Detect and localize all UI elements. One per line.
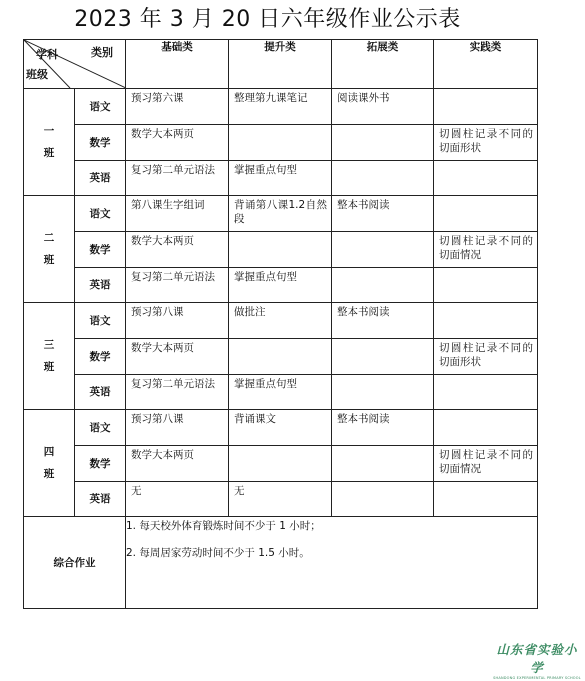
subject-cell: 数学 [75, 125, 126, 161]
table-row [24, 410, 538, 446]
page-title: 2023 年 3 月 20 日六年级作业公示表 [74, 7, 461, 32]
improve-cell [229, 339, 332, 375]
class-name-cell [24, 196, 75, 303]
basic-cell-text: 数学大本两页 [131, 342, 194, 354]
practice-cell [434, 89, 538, 125]
class-corner-label: 班级 [26, 68, 48, 81]
improve-cell [229, 89, 332, 125]
improve-cell [229, 125, 332, 161]
improve-cell-text: 背诵课文 [234, 413, 276, 425]
practice-cell-text [434, 375, 537, 377]
comprehensive-row [24, 517, 538, 609]
practice-cell-text: 切圆柱记录不同的切面形状 [439, 128, 533, 154]
practice-cell [434, 303, 538, 339]
extend-cell-text [332, 161, 433, 163]
subject-cell: 英语 [75, 482, 126, 517]
table-row [24, 375, 538, 410]
extend-cell [332, 196, 434, 232]
extend-cell [332, 375, 434, 410]
basic-cell-text: 复习第二单元语法 [131, 271, 215, 283]
basic-cell [126, 89, 229, 125]
extend-cell-text [332, 268, 433, 270]
improve-cell-text [229, 232, 331, 234]
practice-cell [434, 161, 538, 196]
extend-cell [332, 410, 434, 446]
class-name: 三班 [43, 339, 55, 373]
basic-cell-text: 复习第二单元语法 [131, 378, 215, 390]
practice-cell-text [434, 89, 537, 91]
extend-cell [332, 339, 434, 375]
extend-cell-text: 阅读课外书 [337, 92, 390, 104]
practice-cell [434, 482, 538, 517]
improve-cell-text: 整理第九课笔记 [234, 92, 308, 104]
comprehensive-item: 2. 每周居家劳动时间不少于 1.5 小时。 [126, 547, 310, 559]
improve-cell [229, 161, 332, 196]
practice-cell-text: 切圆柱记录不同的切面情况 [439, 235, 533, 261]
subject-cell: 语文 [75, 196, 126, 232]
extend-cell [332, 232, 434, 268]
basic-cell-text: 预习第六课 [131, 92, 184, 104]
basic-cell [126, 482, 229, 517]
basic-cell [126, 232, 229, 268]
header-row [24, 40, 538, 89]
extend-cell-text [332, 482, 433, 484]
table-row [24, 339, 538, 375]
improve-cell-text [229, 125, 331, 127]
practice-cell [434, 125, 538, 161]
improve-cell [229, 268, 332, 303]
practice-cell [434, 375, 538, 410]
subject-cell: 语文 [75, 410, 126, 446]
comprehensive-item: 1. 每天校外体育锻炼时间不少于 1 小时； [126, 520, 321, 532]
column-header-basic: 基础类 [126, 40, 229, 89]
table-row [24, 89, 538, 125]
extend-cell-text [332, 339, 433, 341]
table-body [24, 89, 538, 609]
basic-cell-text: 数学大本两页 [131, 235, 194, 247]
table-row [24, 446, 538, 482]
basic-cell-text: 无 [131, 485, 142, 497]
practice-cell-text [434, 410, 537, 412]
practice-cell-text [434, 303, 537, 305]
improve-cell-text: 无 [234, 485, 245, 497]
extend-cell-text [332, 125, 433, 127]
basic-cell-text: 预习第八课 [131, 306, 184, 318]
basic-cell [126, 375, 229, 410]
basic-cell [126, 339, 229, 375]
practice-cell-text [434, 196, 537, 198]
basic-cell-text: 数学大本两页 [131, 449, 194, 461]
class-name: 二班 [43, 232, 55, 266]
extend-cell-text [332, 375, 433, 377]
extend-cell [332, 446, 434, 482]
improve-cell [229, 375, 332, 410]
subject-cell: 语文 [75, 303, 126, 339]
basic-cell [126, 196, 229, 232]
improve-cell [229, 232, 332, 268]
practice-cell-text: 切圆柱记录不同的切面形状 [439, 342, 533, 368]
basic-cell [126, 446, 229, 482]
practice-cell [434, 232, 538, 268]
improve-cell-text: 背诵第八课1.2自然段 [234, 199, 327, 225]
table-row [24, 303, 538, 339]
practice-cell-text: 切圆柱记录不同的切面情况 [439, 449, 533, 475]
practice-cell [434, 446, 538, 482]
table-row [24, 482, 538, 517]
basic-cell-text: 数学大本两页 [131, 128, 194, 140]
column-header-extend: 拓展类 [332, 40, 434, 89]
practice-cell [434, 268, 538, 303]
subject-cell: 英语 [75, 161, 126, 196]
diagonal-header-cell [24, 40, 126, 89]
extend-cell-text: 整本书阅读 [337, 199, 390, 211]
homework-table [23, 39, 538, 609]
class-name: 一班 [43, 125, 55, 159]
class-name-cell [24, 89, 75, 196]
subject-corner-label: 学科 [36, 48, 58, 61]
table-row [24, 268, 538, 303]
improve-cell [229, 196, 332, 232]
practice-cell [434, 410, 538, 446]
basic-cell [126, 410, 229, 446]
basic-cell-text: 预习第八课 [131, 413, 184, 425]
basic-cell-text: 第八课生字组词 [131, 199, 205, 211]
practice-cell-text [434, 161, 537, 163]
subject-cell: 数学 [75, 232, 126, 268]
improve-cell-text: 做批注 [234, 306, 266, 318]
class-name-cell [24, 303, 75, 410]
subject-cell: 英语 [75, 268, 126, 303]
basic-cell [126, 161, 229, 196]
school-logo [492, 640, 582, 681]
basic-cell [126, 268, 229, 303]
extend-cell [332, 268, 434, 303]
basic-cell [126, 125, 229, 161]
improve-cell [229, 303, 332, 339]
extend-cell [332, 161, 434, 196]
improve-cell-text: 掌握重点句型 [234, 271, 297, 283]
table-row [24, 232, 538, 268]
table-row [24, 196, 538, 232]
extend-cell [332, 125, 434, 161]
school-logo-text: 山东省实验小学 [496, 642, 578, 675]
column-header-improve: 提升类 [229, 40, 332, 89]
subject-cell: 数学 [75, 339, 126, 375]
table-row [24, 161, 538, 196]
extend-cell [332, 482, 434, 517]
class-name: 四班 [43, 446, 55, 480]
extend-cell-text: 整本书阅读 [337, 306, 390, 318]
table-row [24, 125, 538, 161]
subject-cell: 英语 [75, 375, 126, 410]
comprehensive-content [126, 517, 538, 609]
improve-cell [229, 482, 332, 517]
extend-cell [332, 89, 434, 125]
improve-cell-text [229, 339, 331, 341]
improve-cell [229, 446, 332, 482]
improve-cell-text [229, 446, 331, 448]
school-logo-subtext: SHANDONG EXPERIMENTAL PRIMARY SCHOOL [493, 676, 581, 680]
practice-cell-text [434, 268, 537, 270]
class-name-cell [24, 410, 75, 517]
category-corner-label: 类别 [91, 46, 113, 59]
extend-cell-text [332, 232, 433, 234]
improve-cell [229, 410, 332, 446]
extend-cell-text [332, 446, 433, 448]
subject-cell: 数学 [75, 446, 126, 482]
subject-cell: 语文 [75, 89, 126, 125]
column-header-practice: 实践类 [434, 40, 538, 89]
extend-cell [332, 303, 434, 339]
improve-cell-text: 掌握重点句型 [234, 378, 297, 390]
comprehensive-label: 综合作业 [24, 517, 126, 609]
basic-cell [126, 303, 229, 339]
basic-cell-text: 复习第二单元语法 [131, 164, 215, 176]
extend-cell-text: 整本书阅读 [337, 413, 390, 425]
practice-cell [434, 196, 538, 232]
practice-cell [434, 339, 538, 375]
improve-cell-text: 掌握重点句型 [234, 164, 297, 176]
practice-cell-text [434, 482, 537, 484]
